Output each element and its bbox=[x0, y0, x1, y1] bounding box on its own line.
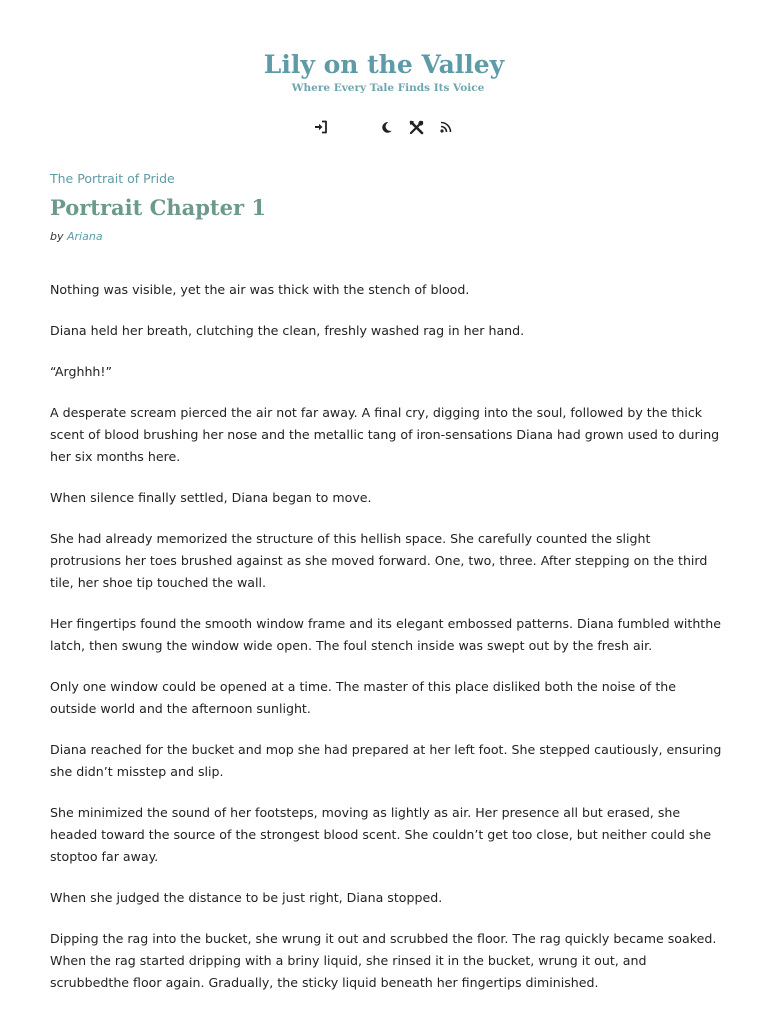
login-icon[interactable] bbox=[312, 118, 330, 136]
story-paragraph: Diana reached for the bucket and mop she had prepared at her left foot. She stepped cautiously, ensuring she didn’t misstep and slip. bbox=[50, 742, 722, 779]
story-paragraph: Only one window could be opened at a time. The master of this place disliked both the noise of the outside world and the afternoon sunlight. bbox=[50, 679, 677, 716]
byline bbox=[50, 229, 722, 245]
moon-icon[interactable] bbox=[377, 118, 395, 136]
story-paragraph: When she judged the distance to be just right, Diana stopped. bbox=[50, 890, 443, 905]
tools-icon[interactable] bbox=[407, 118, 425, 136]
story-paragraph: She had already memorized the structure of this hellish space. She carefully counted the slight protrusions her toes brushed against as she moved forward. One, two, three. After stepping on the third tile, her shoe tip touched the wall. bbox=[50, 531, 708, 590]
site-title[interactable]: Lily on the Valley bbox=[263, 50, 505, 79]
story-paragraph: “Arghhh!” bbox=[50, 364, 112, 379]
story-paragraph: When silence finally settled, Diana began to move. bbox=[50, 490, 372, 505]
byline-prefix: by bbox=[50, 230, 64, 243]
chapter-content bbox=[50, 168, 722, 1013]
site-header bbox=[0, 0, 768, 95]
story-text bbox=[50, 279, 722, 994]
toolbar bbox=[0, 118, 768, 136]
series-link[interactable]: The Portrait of Pride bbox=[50, 171, 175, 186]
story-paragraph: She minimized the sound of her footsteps, moving as lightly as air. Her presence all but erased, she headed toward the source of the strongest blood scent. She couldn’t get too close, but neither could she stoptoo far away. bbox=[50, 805, 712, 864]
story-paragraph: A desperate scream pierced the air not far away. A final cry, digging into the soul, followed by the thick scent of blood brushing her nose and the metallic tang of iron-sensations Diana had grown used to during her six months here. bbox=[50, 405, 720, 464]
story-paragraph: Dipping the rag into the bucket, she wrung it out and scrubbed the floor. The rag quickly became soaked. When the rag started dripping with a briny liquid, she rinsed it in the bucket, wrung it out, and scrubbedthe floor again. Gradually, the sticky liquid beneath her fingertips diminished. bbox=[50, 931, 717, 990]
author-link[interactable]: Ariana bbox=[67, 230, 103, 243]
story-paragraph: Her fingertips found the smooth window frame and its elegant embossed patterns. Diana fumbled withthe latch, then swung the window wide open. The foul stench inside was swept out by the fresh air. bbox=[50, 616, 721, 653]
site-tagline: Where Every Tale Finds Its Voice bbox=[291, 82, 485, 94]
chapter-title: Portrait Chapter 1 bbox=[50, 195, 266, 220]
story-paragraph: Nothing was visible, yet the air was thick with the stench of blood. bbox=[50, 282, 470, 297]
rss-icon[interactable] bbox=[437, 118, 455, 136]
story-paragraph: Diana held her breath, clutching the clean, freshly washed rag in her hand. bbox=[50, 323, 525, 338]
